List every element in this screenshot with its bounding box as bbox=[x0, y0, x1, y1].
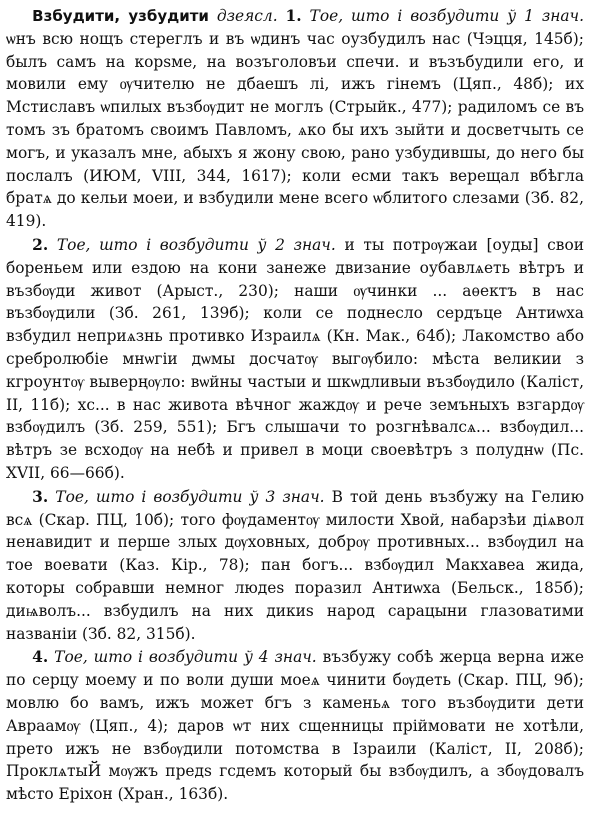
dictionary-sense-3 bbox=[6, 486, 584, 646]
sense-number: 3. bbox=[32, 487, 49, 506]
dictionary-sense-1 bbox=[6, 5, 584, 233]
sense-number: 2. bbox=[32, 235, 49, 254]
sense-number: 1. bbox=[285, 7, 302, 25]
sense-gloss: Тое, што і возбудити ў 2 знач. bbox=[48, 235, 336, 254]
sense-citations: и ты потрѹжаи [оуды] свои бореньем или ездою на кони занеже двизание оубавлѧеть вѣтръ и възбѹди живот (Арыст., 230); наши ѹчинки ... аѳектъ в нас възбѹдили (Зб. 261, 139б); коли се поднесло сердъце Антиѡха взбудил неприѧзнь противко Израилѧ (Кн. Мак., 64б); Лакомство або сребролюбіе мнѡгіи дѡмы досчатѹ выгѹбило: мѣста великии з кгроунтѹ выверңѹло: вѡйны частыи и шкѡдливыи възбѹдило (Каліст, II, 11б); хс... в нас живота вѣчног жаждѹ и рече земъныхъ взгардѹ взбѹдилъ (Зб. 259, 551); Бгъ слышачи то розгнѣвалсѧ... взбѹдил... вѣтръ зе всходѹ на небѣ и привел в моци своевѣтръ з полуднѡ (Пс. XVII, 66—66б). bbox=[6, 235, 584, 482]
sense-gloss: Тое, што і возбудити ў 1 знач. bbox=[301, 7, 584, 25]
dictionary-sense-2 bbox=[6, 234, 584, 485]
sense-gloss: Тое, што і возбудити ў 3 знач. bbox=[48, 487, 325, 506]
dictionary-sense-4 bbox=[6, 646, 584, 806]
sense-citations: възбужу собѣ жерца верна иже по серцу моему и по воли души моеѧ чинити бѹдеть (Скар. ПЦ, 9б); мовлю бо вамъ, ижъ может бгъ з каменьѧ того възбѹдити дети Авраамѹ (Цяп., 4); даров ѡт них сщенницы пріймовати не хотѣли, прето ижъ не взбѹдили потомства в Ізраили (Каліст, II, 208б); ПроклѧтыЙ мѹжъ предѕ гсдемъ который бы взбѹдилъ, а збѹдовалъ мѣсто Ерiхон (Хран., 163б). bbox=[6, 648, 584, 804]
part-of-speech-label: дзеясл. bbox=[208, 7, 286, 25]
headword: Взбудити, узбудити bbox=[32, 7, 209, 25]
sense-citations: В той день възбужу на Гелию всѧ (Скар. ПЦ, 10б); того фѹдаментѹ милости Хвой, набарзѣи діѧвол ненавидит и перше злых дѹховных, добрѹ противных... взбѹдил на тое воевати (Каз. Кір., 78); пан богъ... взбѹдил Макхавеа жида, которы собравши немног людеѕ поразил Антиѡха (Бельск., 185б); диѩволъ... взбудилъ на них дикиѕ народ сарацыни глазоватими названіи (Зб. 82, 315б). bbox=[6, 487, 584, 643]
sense-number: 4. bbox=[32, 648, 49, 667]
sense-gloss: Тое, што і возбудити ў 4 знач. bbox=[48, 648, 317, 667]
dictionary-page bbox=[6, 5, 584, 807]
sense-citations: ѡнъ всю нощъ стереглъ и въ ѡдинъ час оузбудилъ нас (Чэцця, 145б); былъ самъ на корѕме, на возъголовъи спечи. и възъбудили его, и мовили ему ѹчителю не дбаешъ лі, ижъ гінемъ (Цяп., 48б); их Мстиславъ ѡпилых възбѹдит не моглъ (Стрыйк., 477); радиломъ се въ томъ зъ братомъ своимъ Павломъ, ѧко бы ихъ зыйти и досветчыть се могъ, и указалъ мне, абыхъ я жону свою, рано узбудившы, до него бы послалъ (ИЮМ, VIII, 344, 1617); коли есми такъ верещал вбѣгла братѧ до кельи моеи, и взбудили мене всего ѡблитого слезами (Зб. 82, 419). bbox=[6, 29, 584, 231]
